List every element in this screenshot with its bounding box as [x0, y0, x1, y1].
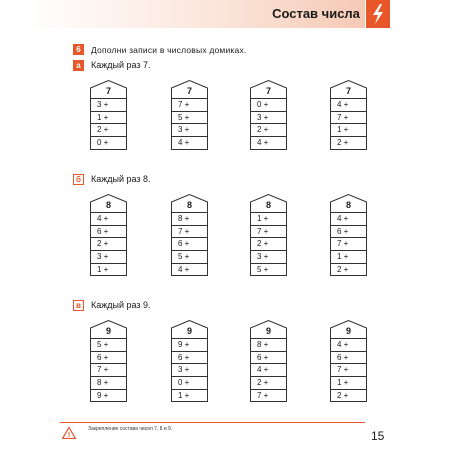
- number-house: [171, 80, 208, 150]
- house-row[interactable]: 8 +: [251, 338, 286, 351]
- house-row[interactable]: 4 +: [91, 212, 126, 225]
- house-row[interactable]: 2 +: [331, 263, 366, 276]
- house-row[interactable]: 6 +: [251, 351, 286, 364]
- section-letter-badge: а: [73, 60, 84, 71]
- house-row[interactable]: 3 +: [172, 363, 207, 376]
- house-row[interactable]: 4 +: [331, 98, 366, 111]
- house-row[interactable]: 7 +: [251, 225, 286, 238]
- house-row[interactable]: 1 +: [251, 212, 286, 225]
- house-row[interactable]: 1 +: [331, 123, 366, 136]
- house-top-number: 9: [265, 326, 271, 336]
- house-top-number: 7: [265, 86, 271, 96]
- house-rows: [171, 212, 208, 276]
- house-top-number: 8: [265, 200, 271, 210]
- house-row[interactable]: 7 +: [251, 389, 286, 402]
- house-top-number: 7: [345, 86, 351, 96]
- house-row[interactable]: 0 +: [172, 376, 207, 389]
- house-row[interactable]: 4 +: [251, 136, 286, 149]
- page-title: Состав числа: [272, 6, 360, 21]
- house-row[interactable]: 3 +: [91, 98, 126, 111]
- house-row[interactable]: 6 +: [91, 225, 126, 238]
- house-row[interactable]: 7 +: [331, 237, 366, 250]
- house-row[interactable]: 2 +: [331, 389, 366, 402]
- house-row[interactable]: 3 +: [251, 250, 286, 263]
- house-rows: [90, 338, 127, 402]
- number-house: [250, 80, 287, 150]
- number-house: [90, 194, 127, 276]
- section-label: Каждый раз 8.: [91, 174, 151, 184]
- house-top-number: 9: [345, 326, 351, 336]
- house-row[interactable]: 2 +: [91, 237, 126, 250]
- house-rows: [171, 338, 208, 402]
- number-house: [90, 320, 127, 402]
- page-number: 15: [371, 429, 385, 443]
- house-row[interactable]: 4 +: [251, 363, 286, 376]
- task-instruction: Дополни записи в числовых домиках.: [91, 45, 247, 55]
- house-row[interactable]: 9 +: [172, 338, 207, 351]
- house-row[interactable]: 4 +: [172, 263, 207, 276]
- house-row[interactable]: 4 +: [172, 136, 207, 149]
- house-rows: [330, 212, 367, 276]
- house-top-number: 8: [345, 200, 351, 210]
- house-top-number: 9: [105, 326, 111, 336]
- footer-text: Закрепление состава чисел 7, 8 и 9.: [88, 426, 173, 432]
- house-row[interactable]: 6 +: [172, 351, 207, 364]
- house-row[interactable]: 3 +: [251, 111, 286, 124]
- house-top-number: 7: [105, 86, 111, 96]
- house-row[interactable]: 8 +: [172, 212, 207, 225]
- house-row[interactable]: 1 +: [91, 263, 126, 276]
- house-row[interactable]: 1 +: [172, 389, 207, 402]
- house-row[interactable]: 0 +: [91, 136, 126, 149]
- number-house: [171, 194, 208, 276]
- warning-icon: [62, 426, 76, 444]
- house-row[interactable]: 3 +: [172, 123, 207, 136]
- house-row[interactable]: 2 +: [251, 376, 286, 389]
- house-row[interactable]: 1 +: [331, 376, 366, 389]
- house-top-number: 7: [186, 86, 192, 96]
- svg-text:!: !: [67, 432, 71, 439]
- number-house: [330, 320, 367, 402]
- task-number-badge: 6: [73, 44, 84, 55]
- house-rows: [171, 98, 208, 150]
- house-top-number: 9: [186, 326, 192, 336]
- section-label: Каждый раз 9.: [91, 300, 151, 310]
- house-top-number: 8: [186, 200, 192, 210]
- house-row[interactable]: 2 +: [91, 123, 126, 136]
- house-row[interactable]: 1 +: [91, 111, 126, 124]
- house-row[interactable]: 6 +: [331, 225, 366, 238]
- house-row[interactable]: 1 +: [331, 250, 366, 263]
- house-rows: [250, 98, 287, 150]
- number-house: [250, 194, 287, 276]
- section-label: Каждый раз 7.: [91, 60, 151, 70]
- section-letter-badge: б: [73, 174, 84, 185]
- house-rows: [250, 338, 287, 402]
- house-row[interactable]: 5 +: [91, 338, 126, 351]
- house-row[interactable]: 7 +: [331, 363, 366, 376]
- house-rows: [90, 212, 127, 276]
- house-row[interactable]: 0 +: [251, 98, 286, 111]
- number-house: [330, 194, 367, 276]
- section-letter-badge: в: [73, 300, 84, 311]
- house-row[interactable]: 7 +: [172, 98, 207, 111]
- number-house: [171, 320, 208, 402]
- house-rows: [330, 338, 367, 402]
- house-top-number: 8: [105, 200, 111, 210]
- house-row[interactable]: 5 +: [172, 111, 207, 124]
- house-rows: [330, 98, 367, 150]
- house-row[interactable]: 4 +: [331, 212, 366, 225]
- house-row[interactable]: 4 +: [331, 338, 366, 351]
- house-row[interactable]: 2 +: [331, 136, 366, 149]
- house-rows: [250, 212, 287, 276]
- house-row[interactable]: 6 +: [172, 237, 207, 250]
- house-row[interactable]: 6 +: [331, 351, 366, 364]
- house-row[interactable]: 2 +: [251, 237, 286, 250]
- house-rows: [90, 98, 127, 150]
- footer-divider: [60, 422, 365, 423]
- house-row[interactable]: 6 +: [91, 351, 126, 364]
- number-house: [250, 320, 287, 402]
- house-row[interactable]: 3 +: [91, 250, 126, 263]
- lightning-icon: [366, 0, 390, 28]
- house-row[interactable]: 7 +: [172, 225, 207, 238]
- number-house: [90, 80, 127, 150]
- number-house: [330, 80, 367, 150]
- house-row[interactable]: 7 +: [331, 111, 366, 124]
- house-row[interactable]: 9 +: [91, 389, 126, 402]
- house-row[interactable]: 2 +: [251, 123, 286, 136]
- house-row[interactable]: 7 +: [91, 363, 126, 376]
- house-row[interactable]: 5 +: [172, 250, 207, 263]
- house-row[interactable]: 5 +: [251, 263, 286, 276]
- house-row[interactable]: 8 +: [91, 376, 126, 389]
